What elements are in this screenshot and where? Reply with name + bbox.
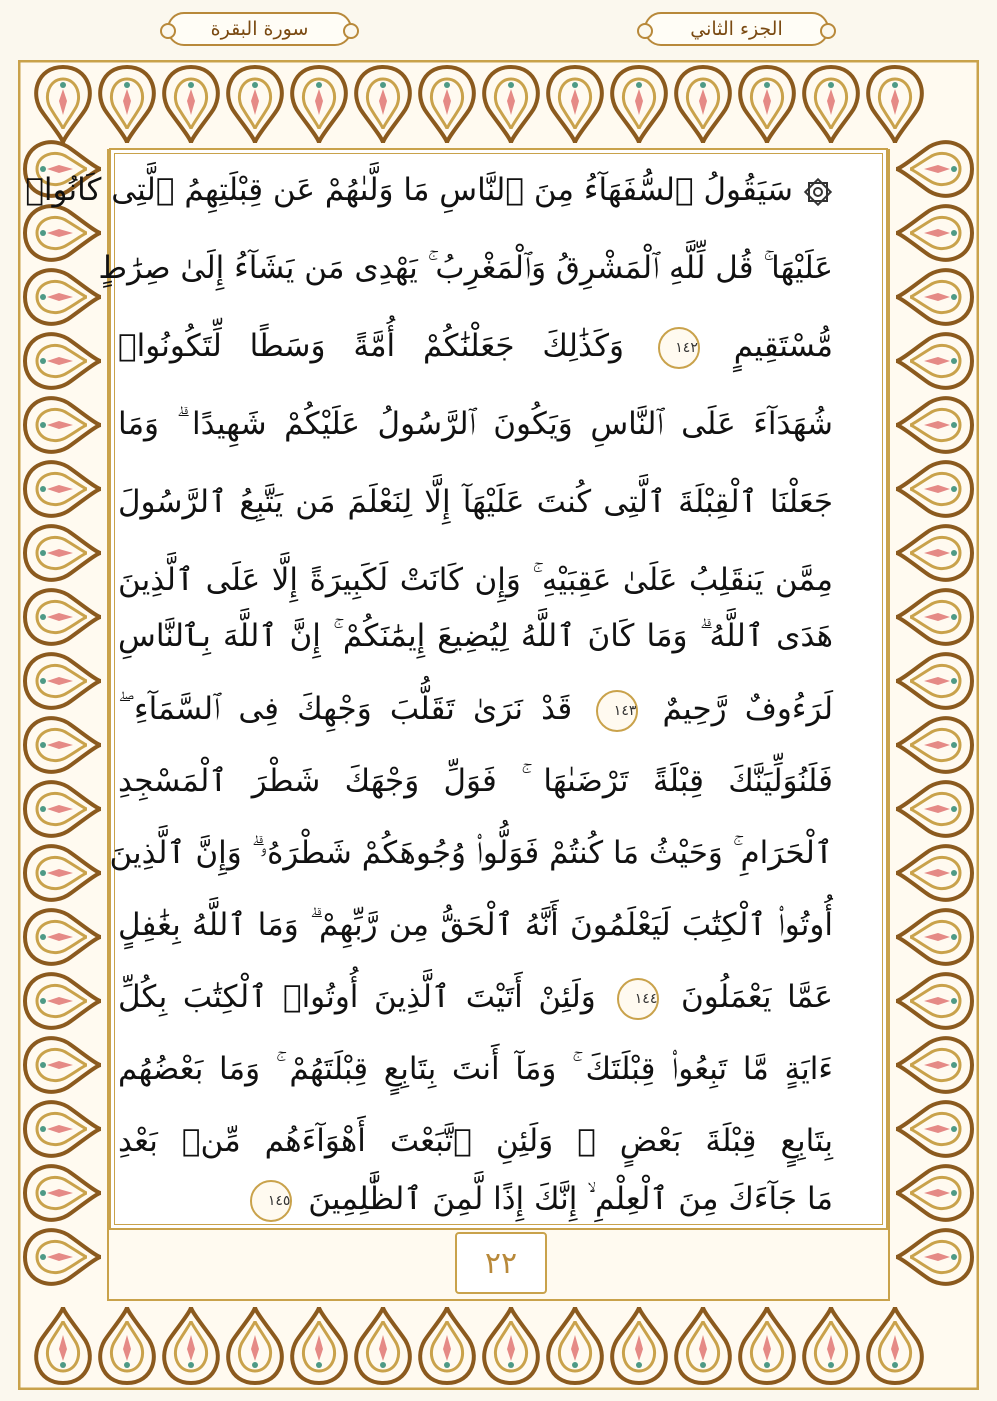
line-text: بِتَابِعٍ قِبْلَةَ بَعْضٍ ۚ وَلَئِنِ ٱتَّبَعْتَ أَهْوَآءَهُم مِّنۢ بَعْدِ <box>118 1123 833 1159</box>
text-line-12 <box>118 964 833 1030</box>
line-text-after: وَكَذَٰلِكَ جَعَلْنَٰكُمْ أُمَّةً وَسَطًا لِّتَكُونُوا۟ <box>118 328 624 364</box>
text-line-8 <box>118 676 833 742</box>
line-text: أُوتُوا۟ ٱلْكِتَٰبَ لَيَعْلَمُونَ أَنَّهُ ٱلْحَقُّ مِن رَّبِّهِمْ ۗ وَمَا ٱللَّهُ بِغَٰفِلٍ <box>118 907 833 943</box>
line-text: عَلَيْهَا ۚ قُل لِّلَّهِ ٱلْمَشْرِقُ وَٱلْمَغْرِبُ ۚ يَهْدِى مَن يَشَآءُ إِلَىٰ صِرَٰطٍ <box>98 250 833 286</box>
line-text: سَيَقُولُ ٱلسُّفَهَآءُ مِنَ ٱلنَّاسِ مَا وَلَّىٰهُمْ عَن قِبْلَتِهِمُ ٱلَّتِى كَانُوا۟ <box>25 172 793 208</box>
text-line-10 <box>109 820 833 886</box>
line-text: هَدَى ٱللَّهُ ۗ وَمَا كَانَ ٱللَّهُ لِيُضِيعَ إِيمَٰنَكُمْ ۚ إِنَّ ٱللَّهَ بِٱلنَّاسِ <box>118 618 833 654</box>
ayah-end-marker: ١٤٤ <box>617 978 659 1020</box>
text-line-11 <box>118 892 833 958</box>
text-line-2 <box>98 235 833 301</box>
text-line-1 <box>25 157 833 223</box>
line-text-before: مُّسْتَقِيمٍ <box>733 328 834 364</box>
line-text: ٱلْحَرَامِ ۚ وَحَيْثُ مَا كُنتُمْ فَوَلُّوا۟ وُجُوهَكُمْ شَطْرَهُۥ ۗ وَإِنَّ ٱلَّذِينَ <box>109 835 833 871</box>
text-line-9 <box>118 748 833 814</box>
line-text: فَلَنُوَلِّيَنَّكَ قِبْلَةً تَرْضَىٰهَا ۚ فَوَلِّ وَجْهَكَ شَطْرَ ٱلْمَسْجِدِ <box>118 763 833 799</box>
text-line-13 <box>118 1036 833 1102</box>
rub-el-hizb-icon <box>803 177 833 207</box>
line-text: ءَايَةٍ مَّا تَبِعُوا۟ قِبْلَتَكَ ۚ وَمَآ أَنتَ بِتَابِعٍ قِبْلَتَهُمْ ۚ وَمَا بَعْضُهُم <box>118 1051 833 1087</box>
text-line-5 <box>118 469 833 535</box>
text-line-14 <box>118 1108 833 1174</box>
line-text-after: قَدْ نَرَىٰ تَقَلُّبَ وَجْهِكَ فِى ٱلسَّمَآءِ ۖ <box>118 691 573 727</box>
ayah-end-marker: ١٤٥ <box>250 1180 292 1222</box>
surah-name-label <box>167 12 352 46</box>
text-line-7 <box>118 603 833 669</box>
line-text-before: مَا جَآءَكَ مِنَ ٱلْعِلْمِ ۙ إِنَّكَ إِذًا لَّمِنَ ٱلظَّٰلِمِينَ <box>308 1181 833 1217</box>
text-line-15 <box>118 1166 833 1232</box>
line-text: جَعَلْنَا ٱلْقِبْلَةَ ٱلَّتِى كُنتَ عَلَيْهَآ إِلَّا لِنَعْلَمَ مَن يَتَّبِعُ ٱلرَّسُولَ <box>118 484 833 520</box>
text-line-3 <box>118 313 833 379</box>
line-text-before: عَمَّا يَعْمَلُونَ <box>680 979 833 1015</box>
ayah-end-marker: ١٤٢ <box>658 327 700 369</box>
juz-name-text: الجزء الثاني <box>690 18 783 40</box>
line-text: مِمَّن يَنقَلِبُ عَلَىٰ عَقِبَيْهِ ۚ وَإِن كَانَتْ لَكَبِيرَةً إِلَّا عَلَى ٱلَّذِينَ <box>118 562 833 598</box>
surah-name-text: سورة البقرة <box>210 18 309 40</box>
line-text: شُهَدَآءَ عَلَى ٱلنَّاسِ وَيَكُونَ ٱلرَّسُولُ عَلَيْكُمْ شَهِيدًا ۗ وَمَا <box>118 406 833 442</box>
line-text-after: وَلَئِنْ أَتَيْتَ ٱلَّذِينَ أُوتُوا۟ ٱلْكِتَٰبَ بِكُلِّ <box>118 979 596 1015</box>
juz-name-label <box>644 12 829 46</box>
page-number: ٢٢ <box>455 1232 547 1294</box>
ayah-end-marker: ١٤٣ <box>596 690 638 732</box>
line-text-before: لَرَءُوفٌ رَّحِيمٌ <box>662 691 834 727</box>
text-line-4 <box>118 391 833 457</box>
